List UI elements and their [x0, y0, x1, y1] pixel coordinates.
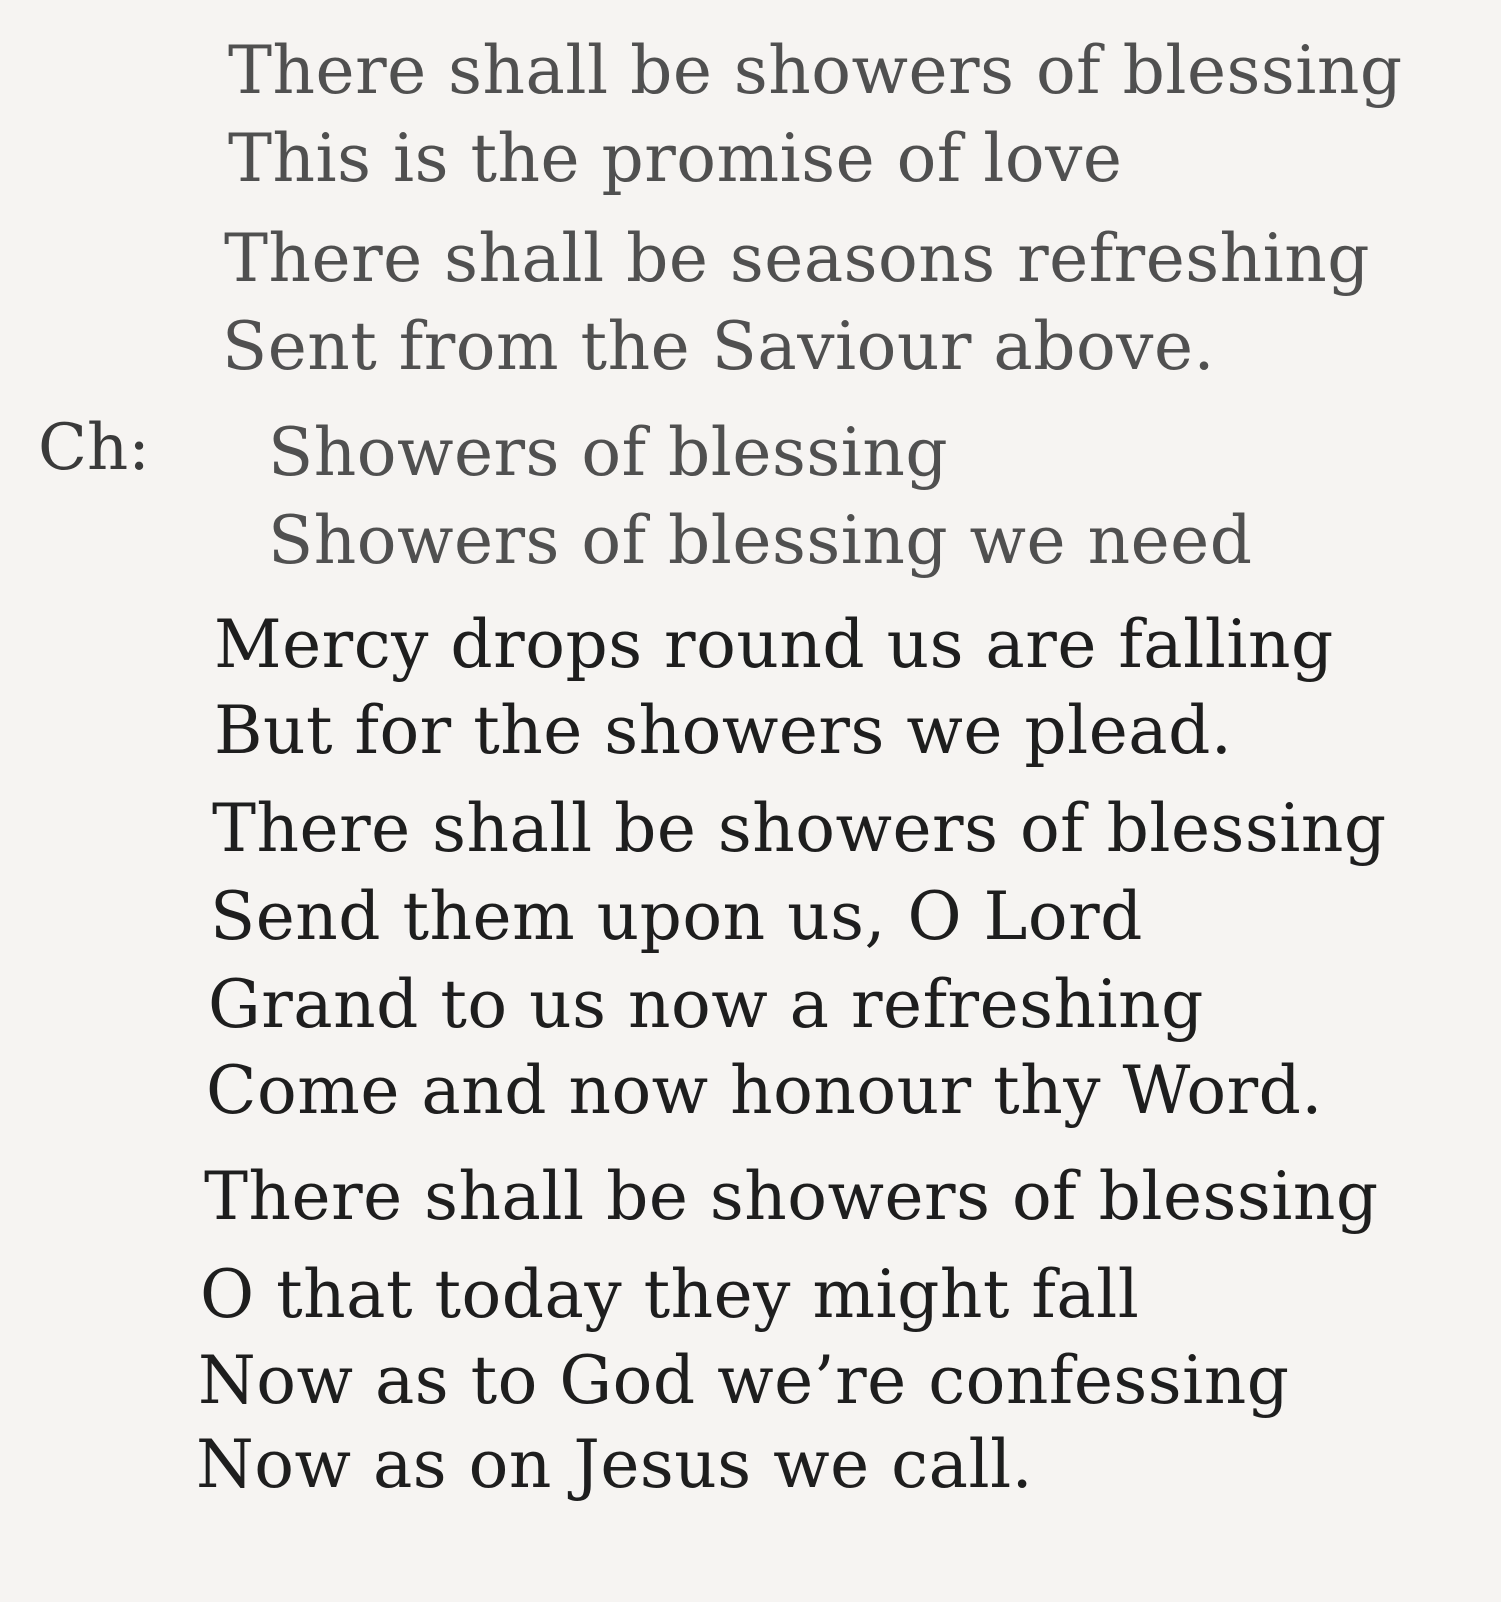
verse1-line-2: This is the promise of love [228, 120, 1123, 197]
verse2-line-1: There shall be showers of blessing [212, 790, 1387, 867]
verse3-line-4: Now as on Jesus we call. [196, 1426, 1034, 1503]
chorus-line-2: Showers of blessing we need [268, 502, 1253, 579]
verse1-line-1: There shall be showers of blessing [228, 32, 1403, 109]
chorus-line-3: Mercy drops round us are falling [214, 606, 1334, 683]
chorus-line-1: Showers of blessing [268, 414, 949, 491]
verse2-line-4: Come and now honour thy Word. [206, 1052, 1323, 1129]
verse3-line-2: O that today they might fall [200, 1256, 1140, 1333]
chorus-line-4: But for the showers we plead. [214, 692, 1233, 769]
verse2-line-3: Grand to us now a refreshing [208, 966, 1204, 1043]
verse3-line-3: Now as to God we’re confessing [198, 1342, 1290, 1419]
verse2-line-2: Send them upon us, O Lord [210, 878, 1143, 955]
verse3-line-1: There shall be showers of blessing [204, 1158, 1379, 1235]
verse1-line-3: There shall be seasons refreshing [224, 220, 1371, 297]
verse1-line-4: Sent from the Saviour above. [222, 308, 1216, 385]
chorus-label: Ch: [38, 411, 150, 485]
